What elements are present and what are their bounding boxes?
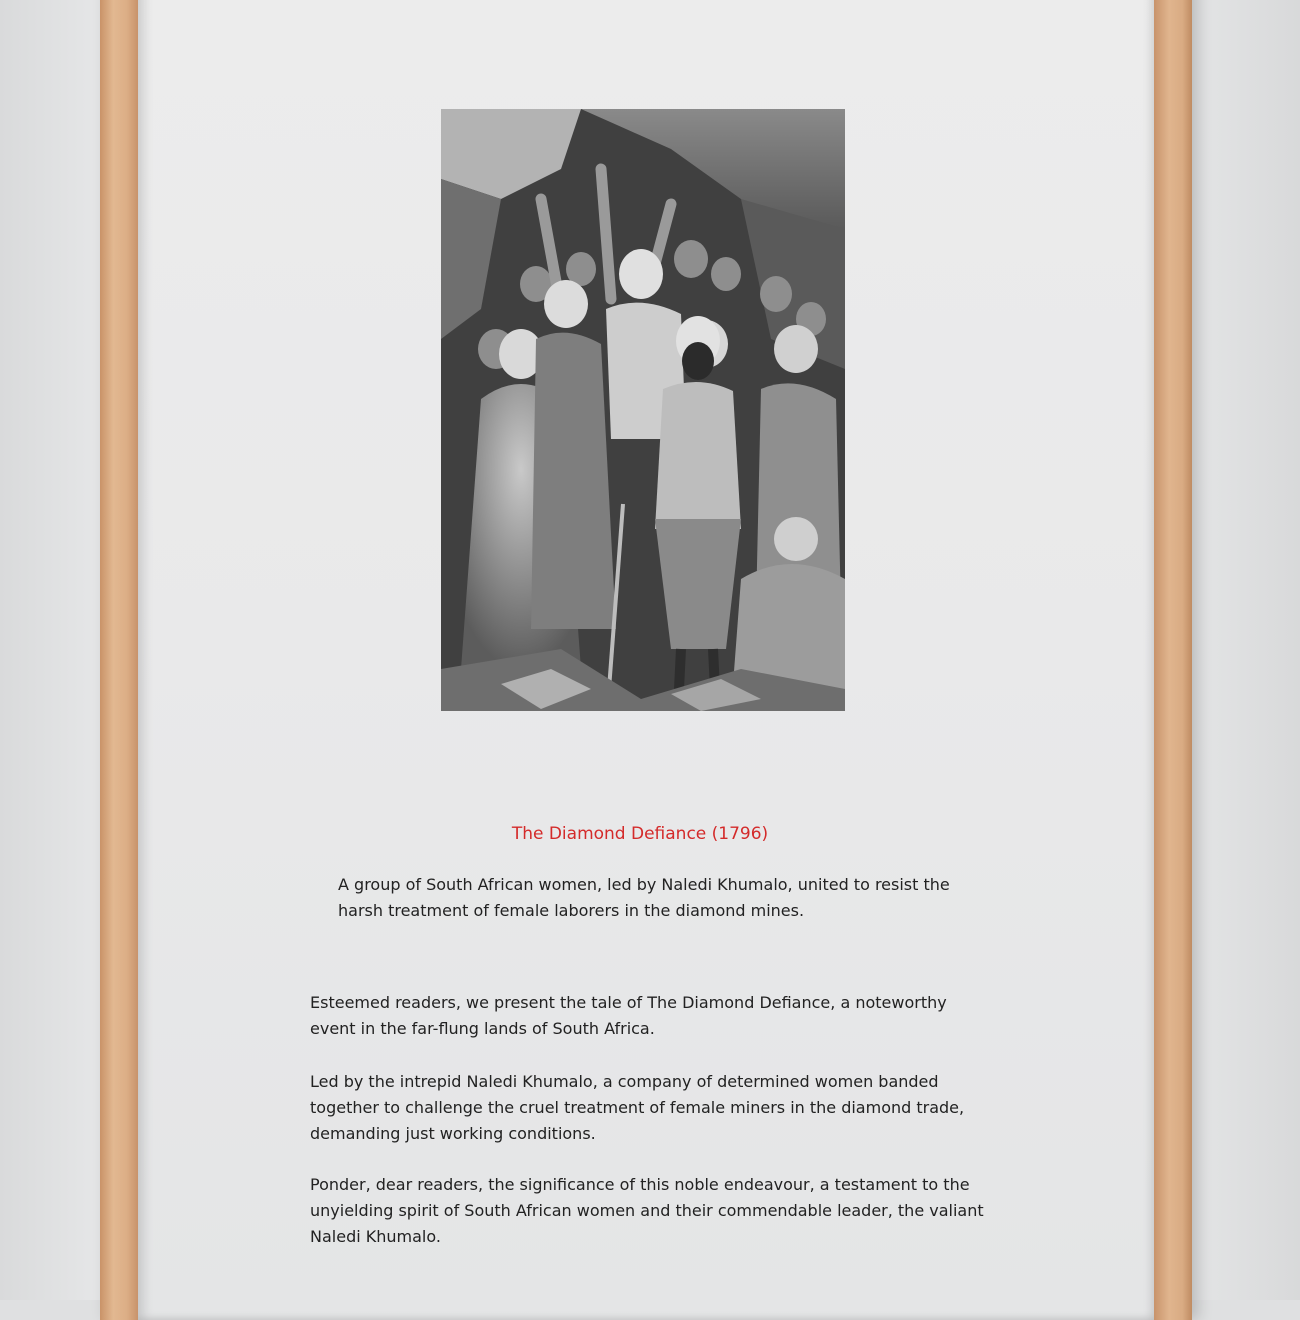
artwork-caption: A group of South African women, led by Naledi Khumalo, united to resist the harsh treatment of female laborers in the diamond mines. [338,875,950,920]
illustration-drawing [441,109,845,711]
artwork-illustration [441,109,845,711]
description-paragraph: Led by the intrepid Naledi Khumalo, a company of determined women banded together to challenge the cruel treatment of female miners in the diamond trade, demanding just working conditions. [310,1072,965,1143]
description-paragraph: Ponder, dear readers, the significance of this noble endeavour, a testament to the unyielding spirit of South African women and their commendable leader, the valiant Naledi Khumalo. [310,1175,984,1246]
description-paragraph: Esteemed readers, we present the tale of The Diamond Defiance, a noteworthy event in the far-flung lands of South Africa. [310,993,947,1038]
artwork-title: The Diamond Defiance (1796) [511,824,769,844]
